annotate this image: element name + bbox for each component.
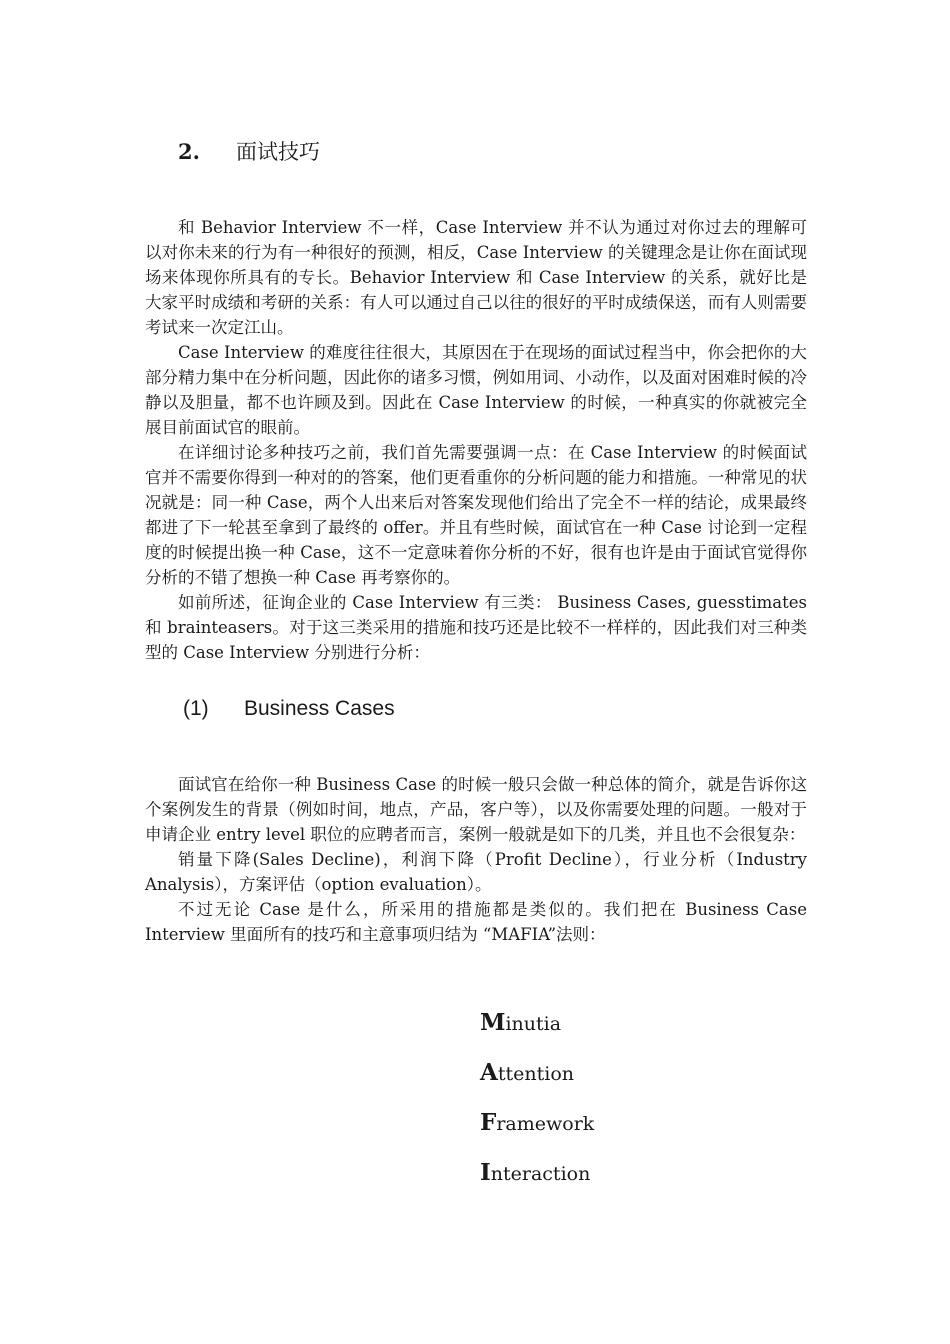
section-number: 2. bbox=[178, 139, 200, 164]
mafia-rest: ttention bbox=[497, 1063, 574, 1085]
paragraph: Case Interview 的难度往往很大，其原因在于在现场的面试过程当中，你会把你的大部分精力集中在分析问题，因此你的诸多习惯，例如用词、小动作，以及面对困难时候的冷静以及胆量，都不也许顾及到。因此在 Case Interview 的时候，一种真实的你就被完全展目前面试官的眼前。 bbox=[145, 343, 807, 437]
paragraph: 和 Behavior Interview 不一样，Case Interview 并不认为通过对你过去的理解可以对你未来的行为有一种很好的预测，相反，Case Interview 的关键理念是让你在面试现场来体现你所具有的专长。Behavior Interview 和 Case Interview 的关系，就好比是大家平时成绩和考研的关系：有人可以通过自己以往的很好的平时成绩保送，而有人则需要考试来一次定江山。 bbox=[145, 218, 807, 337]
mafia-list bbox=[480, 1008, 594, 1208]
paragraph: 不过无论 Case 是什么，所采用的措施都是类似的。我们把在 Business Case Interview 里面所有的技巧和主意事项归结为 “MAFIA”法则： bbox=[145, 900, 807, 944]
paragraph: 面试官在给你一种 Business Case 的时候一般只会做一种总体的简介，就是告诉你这个案例发生的背景（例如时间，地点，产品，客户等），以及你需要处理的问题。一般对于申请企业 entry level 职位的应聘者而言，案例一般就是如下的几类，并且也不会很复杂： bbox=[145, 775, 807, 844]
mafia-item-interaction bbox=[480, 1158, 594, 1208]
paragraph: 销量下降(Sales Decline)，利润下降（Profit Decline），行业分析（Industry Analysis），方案评估（option evaluation）。 bbox=[145, 850, 807, 894]
mafia-item-framework bbox=[480, 1108, 594, 1158]
mafia-item-minutia bbox=[480, 1008, 594, 1058]
mafia-initial: M bbox=[480, 1009, 506, 1036]
mafia-initial: A bbox=[480, 1059, 498, 1086]
mafia-rest: ramework bbox=[496, 1113, 595, 1135]
subsection-title: Business Cases bbox=[244, 697, 395, 720]
mafia-rest: inutia bbox=[505, 1013, 562, 1035]
paragraph: 在详细讨论多种技巧之前，我们首先需要强调一点：在 Case Interview 的时候面试官并不需要你得到一种对的的答案，他们更看重你的分析问题的能力和措施。一种常见的状况就是：同一种 Case，两个人出来后对答案发现他们给出了完全不一样的结论，成果最终都进了下一轮甚至拿到了最终的 offer。并且有些时候，面试官在一种 Case 讨论到一定程度的时候提出换一种 Case，这不一定意味着你分析的不好，很有也许是由于面试官觉得你分析的不错了想换一种 Case 再考察你的。 bbox=[145, 443, 807, 587]
mafia-rest: nteraction bbox=[490, 1163, 591, 1185]
mafia-initial: I bbox=[480, 1159, 491, 1186]
paragraph: 如前所述，征询企业的 Case Interview 有三类： Business Cases, guesstimates 和 brainteasers。对于这三类采用的措施和技巧还是比较不一样样的，因此我们对三种类型的 Case Interview 分别进行分析： bbox=[145, 593, 807, 662]
mafia-item-attention bbox=[480, 1058, 594, 1108]
section-heading bbox=[178, 136, 320, 166]
subsection-number: (1) bbox=[183, 697, 209, 720]
section-title: 面试技巧 bbox=[236, 140, 320, 164]
intro-text-block bbox=[145, 215, 807, 665]
subsection-heading bbox=[183, 697, 395, 721]
mafia-initial: F bbox=[480, 1109, 497, 1136]
business-text-block bbox=[145, 772, 807, 947]
